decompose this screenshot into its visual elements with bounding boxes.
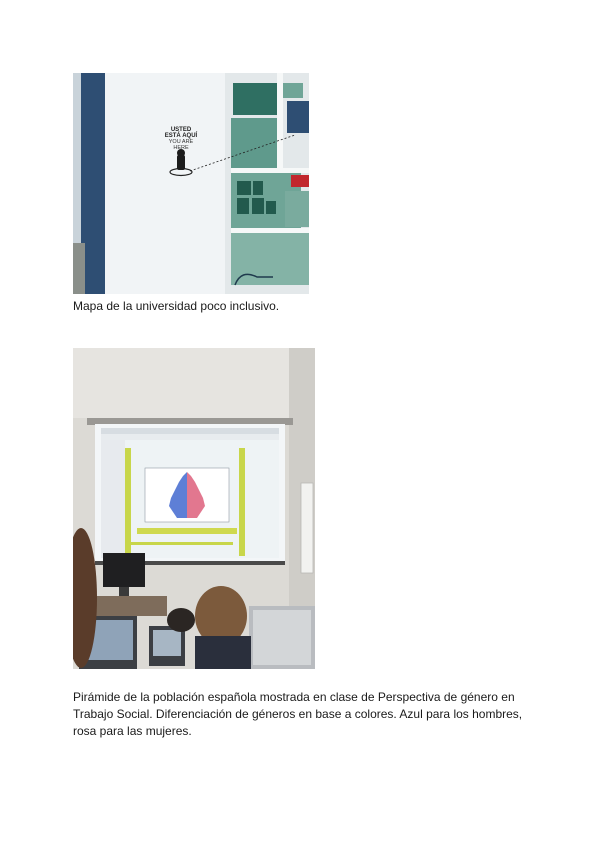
caption-line: Pirámide de la población española mostrada en clase de Perspectiva de género en bbox=[73, 690, 515, 704]
caption-line: Trabajo Social. Diferenciación de géneros en base a colores. Azul para los hombres, bbox=[73, 707, 523, 721]
sign-line-3: YOU ARE bbox=[168, 139, 194, 145]
campus-map-photo bbox=[73, 73, 309, 294]
sign-line-1: USTED bbox=[170, 127, 192, 133]
figure-2-caption bbox=[73, 689, 543, 740]
caption-line: Mapa de la universidad poco inclusivo. bbox=[73, 299, 280, 313]
caption-line: rosa para las mujeres. bbox=[73, 724, 192, 738]
classroom-projector-photo bbox=[73, 348, 315, 669]
sign-line-2: ESTÁ AQUÍ bbox=[164, 133, 198, 139]
sign-line-4: HERE bbox=[173, 145, 189, 151]
figure-1-caption bbox=[73, 298, 543, 315]
